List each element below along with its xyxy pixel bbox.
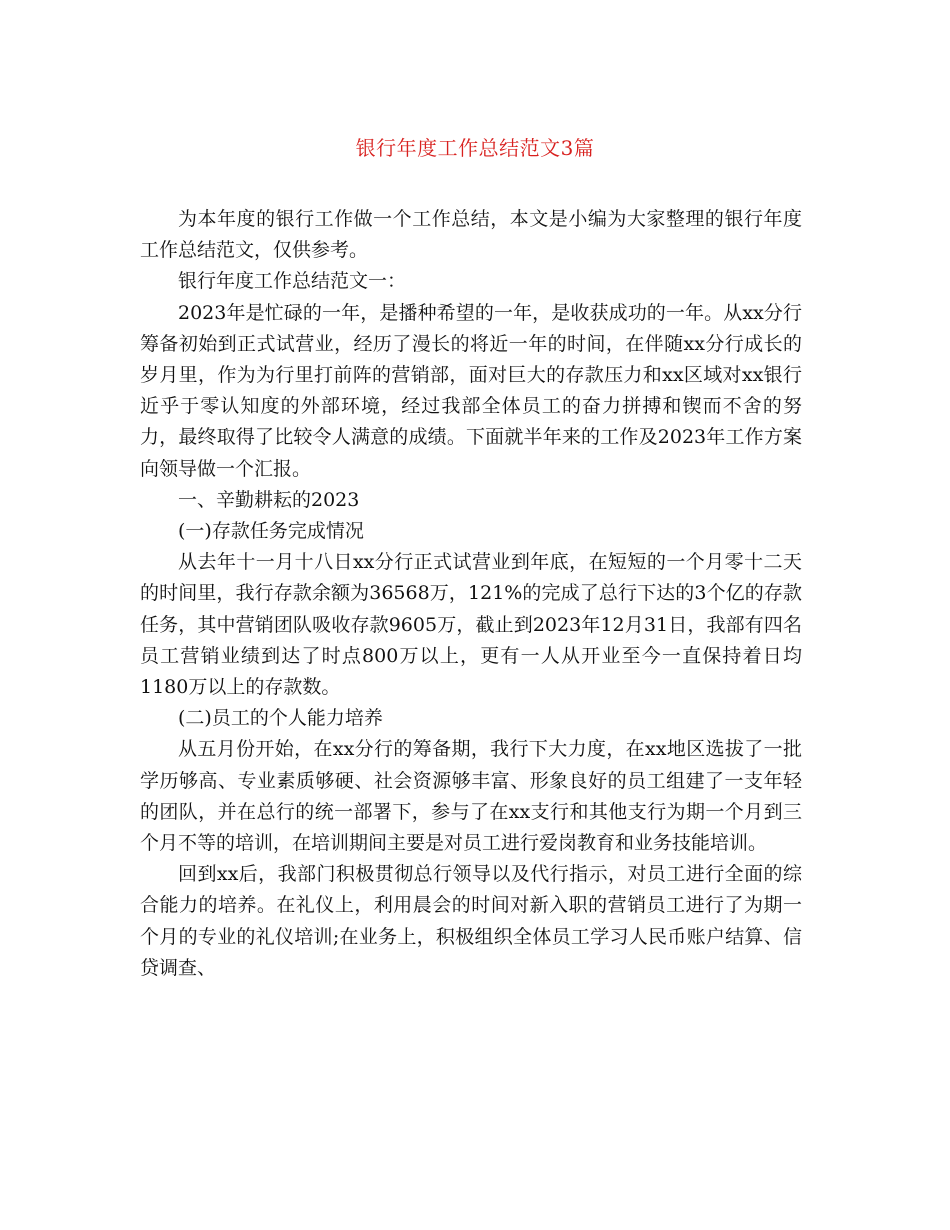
document-title: 银行年度工作总结范文3篇 [355,136,595,160]
paragraph-subheading-1: (一)存款任务完成情况 [178,520,364,543]
document-body [140,204,802,984]
paragraph-staff-training: 回到xx后，我部门积极贯彻总行领导以及代行指示，对员工进行全面的综合能力的培养。在礼仪上，利用晨会的时间对新入职的营销员工进行了为期一个月的专业的礼仪培训;在业务上，积极组织全体员工学习人民币账户结算、信贷调查、 [140,863,802,979]
paragraph-intro: 为本年度的银行工作做一个工作总结，本文是小编为大家整理的银行年度工作总结范文，仅供参考。 [140,208,802,262]
paragraph-staff-recruitment: 从五月份开始，在xx分行的筹备期，我行下大力度，在xx地区选拔了一批学历够高、专业素质够硬、社会资源够丰富、形象良好的员工组建了一支年轻的团队，并在总行的统一部署下，参与了在xx支行和其他支行为期一个月到三个月不等的培训，在培训期间主要是对员工进行爱岗教育和业务技能培训。 [140,738,802,855]
paragraph-deposit-details: 从去年十一月十八日xx分行正式试营业到年底，在短短的一个月零十二天的时间里，我行存款余额为36568万，121%的完成了总行下达的3个亿的存款任务，其中营销团队吸收存款9605万，截止到2023年12月31日，我部有四名员工营销业绩到达了时点800万以上，更有一人从开业至今一直保持着日均1180万以上的存款数。 [140,551,802,699]
paragraph-overview: 2023年是忙碌的一年，是播种希望的一年，是收获成功的一年。从xx分行筹备初始到正式试营业，经历了漫长的将近一年的时间，在伴随xx分行成长的岁月里，作为为行里打前阵的营销部，面对巨大的存款压力和xx区域对xx银行近乎于零认知度的外部环境，经过我部全体员工的奋力拼搏和锲而不舍的努力，最终取得了比较令人满意的成绩。下面就半年来的工作及2023年工作方案向领导做一个汇报。 [140,301,802,480]
paragraph-heading-1: 一、辛勤耕耘的2023 [178,488,360,511]
paragraph-section-heading: 银行年度工作总结范文一： [178,270,407,293]
paragraph-subheading-2: (二)员工的个人能力培养 [178,707,383,730]
